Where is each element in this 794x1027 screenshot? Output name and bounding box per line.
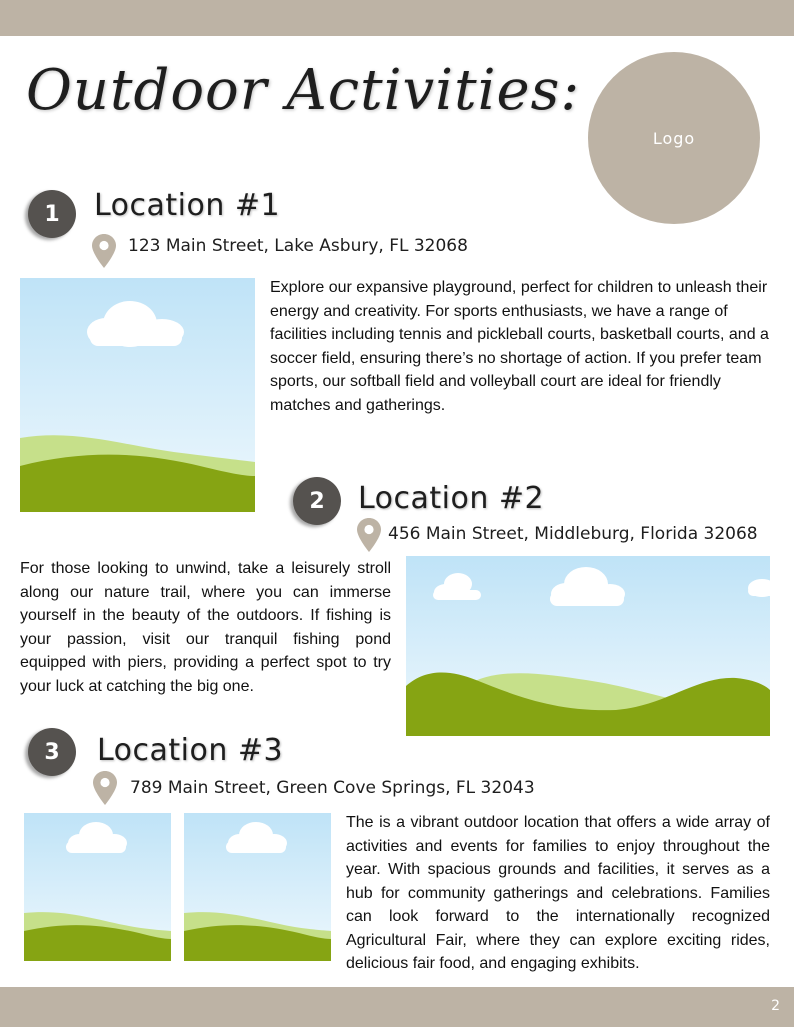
location-3-number: 3 xyxy=(44,739,60,765)
location-1-description: Explore our expansive playground, perfect for children to unleash their energy and creativity. For sports enthusiasts, we have a range of facilities including tennis and pickleball courts, basketball courts, and a soccer field, ensuring there’s no shortage of action. If you prefer team sports, our softball field and volleyball court are ideal for friendly matches and gatherings. xyxy=(270,279,769,414)
page-number: 2 xyxy=(771,998,780,1014)
location-3-image-2 xyxy=(184,813,331,961)
location-1-number: 1 xyxy=(44,201,60,227)
location-2-description: For those looking to unwind, take a leisurely stroll along our nature trail, where you can immerse yourself in the beauty of the outdoors. If fishing is your passion, visit our tranquil fishing pond equipped with piers, providing a perfect spot to try your luck at catching the big one. xyxy=(20,560,391,695)
location-2-title: Location #2 xyxy=(358,481,545,516)
location-pin-icon xyxy=(93,771,117,805)
location-2-image xyxy=(406,556,770,736)
location-pin-icon xyxy=(357,518,381,552)
header-band xyxy=(0,0,794,36)
location-1-address: 123 Main Street, Lake Asbury, FL 32068 xyxy=(128,236,468,256)
logo-placeholder xyxy=(588,52,760,224)
location-3-address: 789 Main Street, Green Cove Springs, FL 32043 xyxy=(130,778,535,798)
location-1-image xyxy=(20,278,255,512)
location-3-number-badge xyxy=(28,728,76,776)
location-3-description: The is a vibrant outdoor location that offers a wide array of activities and events for families to enjoy throughout the year. With spacious grounds and facilities, it serves as a hub for community gatherings and celebrations. Families can look forward to the internationally recognized Agricultural Fair, where they can explore exciting rides, delicious fair food, and engaging exhibits. xyxy=(346,814,770,972)
page-title: Outdoor Activities: xyxy=(26,58,581,123)
location-1-title: Location #1 xyxy=(94,188,281,223)
location-2-number-badge xyxy=(293,477,341,525)
footer-band xyxy=(0,987,794,1027)
location-2-number: 2 xyxy=(309,488,325,514)
location-2-address: 456 Main Street, Middleburg, Florida 32068 xyxy=(388,524,758,544)
logo-label: Logo xyxy=(652,128,696,148)
location-3-image-1 xyxy=(24,813,171,961)
location-pin-icon xyxy=(92,234,116,268)
location-1-number-badge xyxy=(28,190,76,238)
location-3-title: Location #3 xyxy=(97,733,284,768)
